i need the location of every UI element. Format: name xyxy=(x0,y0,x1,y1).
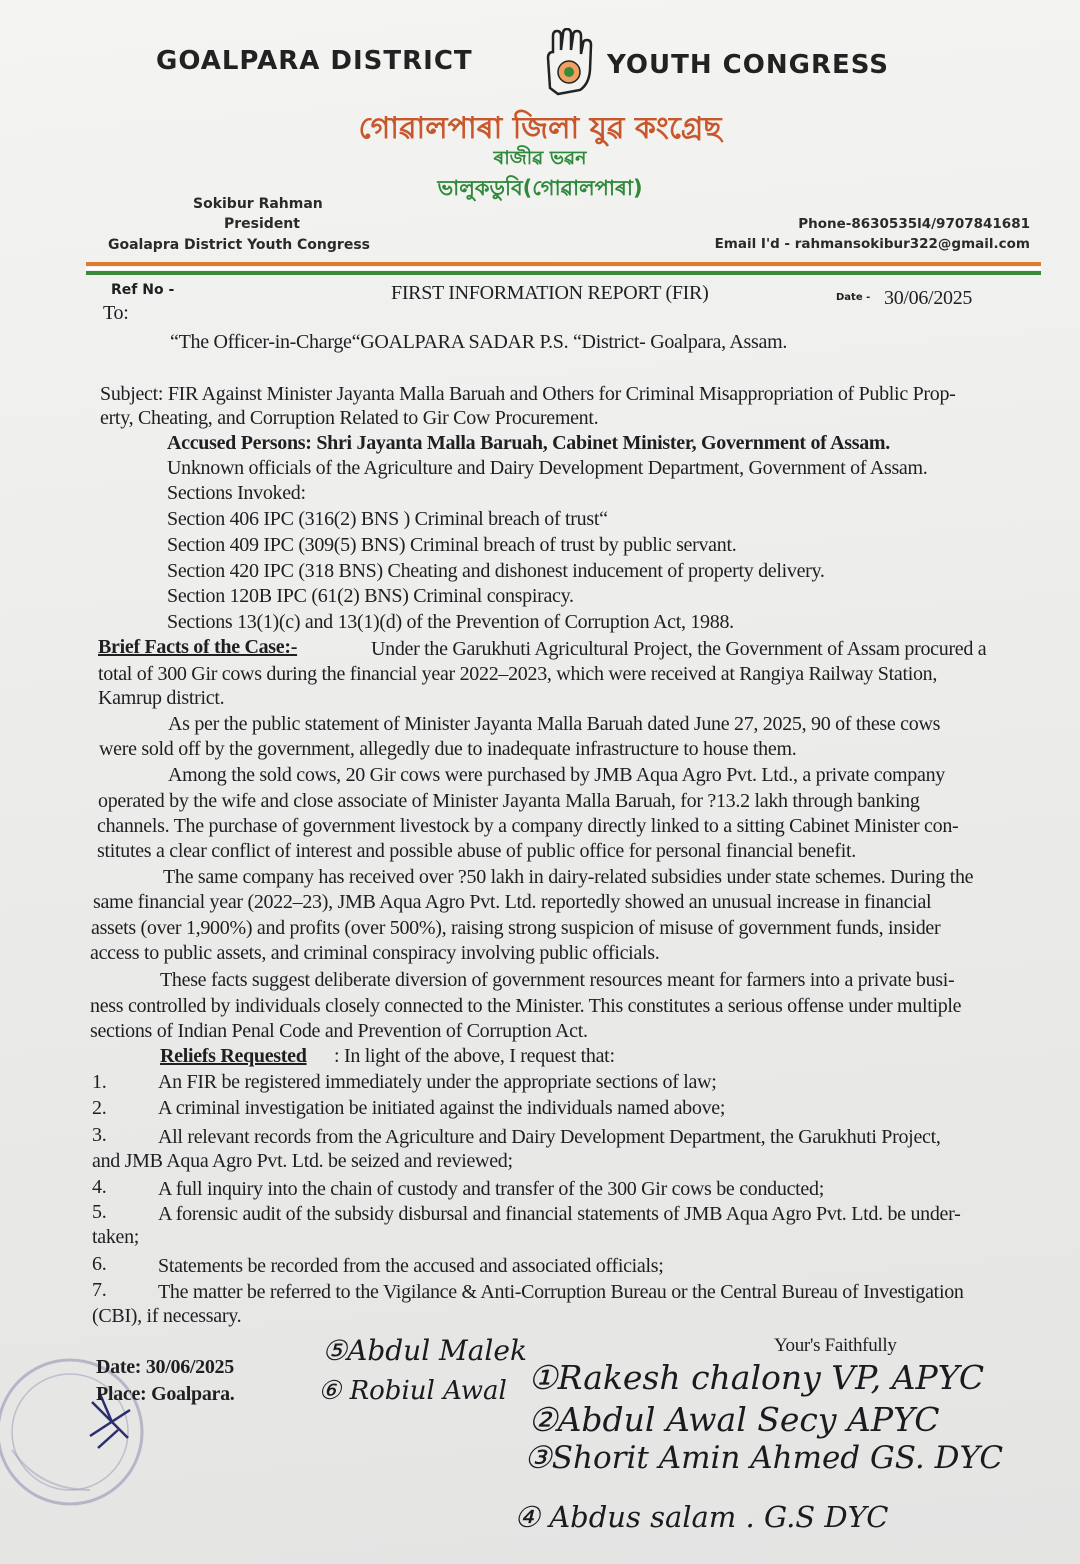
facts-line: The same company has received over ?50 lakh in dairy-related subsidies under state schemes. During the xyxy=(163,866,974,888)
section-item: Section 406 IPC (316(2) BNS ) Criminal breach of trust“ xyxy=(167,508,608,530)
reliefs-intro: : In light of the above, I request that: xyxy=(334,1045,615,1067)
facts-line: sections of Indian Penal Code and Prevention of Corruption Act. xyxy=(90,1020,588,1042)
header-divider-orange xyxy=(86,262,1041,266)
president-org: Goalapra District Youth Congress xyxy=(108,237,370,253)
closing-place: Place: Goalpara. xyxy=(96,1383,235,1405)
relief-number: 7. xyxy=(92,1279,107,1301)
document-title: FIRST INFORMATION REPORT (FIR) xyxy=(391,282,709,304)
subject-line-1: Subject: FIR Against Minister Jayanta Malla Baruah and Others for Criminal Misappropriation of Public Prop- xyxy=(100,383,956,405)
facts-line: Under the Garukhuti Agricultural Project, the Government of Assam procured a xyxy=(371,638,987,660)
signature-abdus-salam: ④ Abdus salam . G.S DYC xyxy=(514,1500,889,1534)
facts-line: total of 300 Gir cows during the financial year 2022–2023, which were received at Rangiya Railway Station, xyxy=(98,663,938,685)
relief-number: 3. xyxy=(92,1124,107,1146)
addressee: “The Officer-in-Charge“GOALPARA SADAR P.S. “District- Goalpara, Assam. xyxy=(170,331,788,353)
facts-line: same financial year (2022–23), JMB Aqua Agro Pvt. Ltd. reportedly showed an unusual increase in financial xyxy=(93,891,932,913)
facts-line: ness controlled by individuals closely connected to the Minister. This constitutes a serious offense under multiple xyxy=(90,995,962,1017)
ref-number-label: Ref No - xyxy=(111,282,175,298)
relief-number: 2. xyxy=(92,1097,107,1119)
relief-text: The matter be referred to the Vigilance & Anti-Corruption Bureau or the Central Bureau of Investigation xyxy=(158,1281,964,1303)
facts-line: stitutes a clear conflict of interest and possible abuse of public office for personal financial benefit. xyxy=(97,840,856,862)
letterhead-left-title: GOALPARA DISTRICT xyxy=(156,46,473,76)
accused-line-2: Unknown officials of the Agriculture and Dairy Development Department, Government of Assam. xyxy=(167,457,928,479)
facts-line: channels. The purchase of government livestock by a company directly linked to a sitting Cabinet Minister con- xyxy=(97,815,959,837)
yours-faithfully: Your's Faithfully xyxy=(774,1335,897,1356)
facts-line: Kamrup district. xyxy=(98,687,225,709)
closing-date: Date: 30/06/2025 xyxy=(96,1356,234,1378)
relief-number: 6. xyxy=(92,1253,107,1275)
relief-text: An FIR be registered immediately under the appropriate sections of law; xyxy=(158,1071,717,1093)
accused-line-1: Accused Persons: Shri Jayanta Malla Baruah, Cabinet Minister, Government of Assam. xyxy=(167,432,890,454)
header-divider-green xyxy=(86,271,1041,275)
header-divider-white xyxy=(86,267,1041,270)
facts-line: assets (over 1,900%) and profits (over 500%), raising strong suspicion of misuse of government funds, insider xyxy=(91,917,941,939)
signature-shorit-amin: ③Shorit Amin Ahmed GS. DYC xyxy=(524,1440,1004,1476)
date-label: Date - xyxy=(836,292,871,303)
signature-abdul-awal: ②Abdul Awal Secy APYC xyxy=(528,1400,940,1439)
facts-line: operated by the wife and close associate of Minister Jayanta Malla Baruah, for ?13.2 lakh through banking xyxy=(98,790,920,812)
relief-number: 4. xyxy=(92,1176,107,1198)
reliefs-heading: Reliefs Requested xyxy=(160,1045,307,1067)
facts-heading: Brief Facts of the Case:- xyxy=(98,636,298,658)
signature-abdul-malek: ⑤Abdul Malek xyxy=(322,1334,527,1367)
facts-line: were sold off by the government, allegedly due to inadequate infrastructure to house them. xyxy=(99,738,797,760)
section-item: Section 420 IPC (318 BNS) Cheating and dishonest inducement of property delivery. xyxy=(167,560,825,582)
section-item: Sections 13(1)(c) and 13(1)(d) of the Prevention of Corruption Act, 1988. xyxy=(167,611,734,633)
letterhead-right-title: YOUTH CONGRESS xyxy=(607,50,890,80)
relief-text: A criminal investigation be initiated against the individuals named above; xyxy=(158,1097,726,1119)
president-name: Sokibur Rahman xyxy=(193,196,323,212)
relief-text: Statements be recorded from the accused and associated officials; xyxy=(158,1255,664,1277)
signature-rakesh: ①Rakesh chalony VP, APYC xyxy=(528,1358,985,1397)
relief-text-cont: and JMB Aqua Agro Pvt. Ltd. be seized and reviewed; xyxy=(92,1150,513,1172)
signature-robiul-awal: ⑥ Robiul Awal xyxy=(318,1376,507,1406)
relief-number: 5. xyxy=(92,1201,107,1223)
phone-number: Phone-8630535l4/9707841681 xyxy=(798,216,1030,232)
section-item: Section 120B IPC (61(2) BNS) Criminal conspiracy. xyxy=(167,585,574,607)
subject-line-2: erty, Cheating, and Corruption Related to Gir Cow Procurement. xyxy=(100,407,599,429)
section-item: Section 409 IPC (309(5) BNS) Criminal breach of trust by public servant. xyxy=(167,534,737,556)
relief-text-cont: (CBI), if necessary. xyxy=(92,1305,242,1327)
congress-hand-logo-icon xyxy=(536,28,596,102)
relief-number: 1. xyxy=(92,1071,107,1093)
to-label: To: xyxy=(103,302,129,324)
assamese-location: ভালুকডুবি(গোৱালপাৰা) xyxy=(437,176,643,200)
relief-text: All relevant records from the Agriculture and Dairy Development Department, the Garukhuti Project, xyxy=(158,1126,941,1148)
facts-line: These facts suggest deliberate diversion of government resources meant for farmers into a private busi- xyxy=(160,969,955,991)
email-address: Email I'd - rahmansokibur322@gmail.com xyxy=(714,236,1030,252)
facts-line: As per the public statement of Minister Jayanta Malla Baruah dated June 27, 2025, 90 of these cows xyxy=(168,713,941,735)
president-title: President xyxy=(224,216,300,232)
relief-text-cont: taken; xyxy=(92,1226,140,1248)
assamese-building: ৰাজীৱ ভৱন xyxy=(493,147,587,169)
assamese-org-name: গোৱালপাৰা জিলা যুৱ কংগ্ৰেছ xyxy=(358,111,722,146)
facts-line: access to public assets, and criminal conspiracy involving public officials. xyxy=(90,942,660,964)
date-value: 30/06/2025 xyxy=(884,287,973,309)
relief-text: A full inquiry into the chain of custody and transfer of the 300 Gir cows be conducted; xyxy=(158,1178,824,1200)
facts-line: Among the sold cows, 20 Gir cows were purchased by JMB Aqua Agro Pvt. Ltd., a private company xyxy=(168,764,945,786)
sections-heading: Sections Invoked: xyxy=(167,482,306,504)
relief-text: A forensic audit of the subsidy disbursal and financial statements of JMB Aqua Agro Pvt. Ltd. be under- xyxy=(158,1203,961,1225)
